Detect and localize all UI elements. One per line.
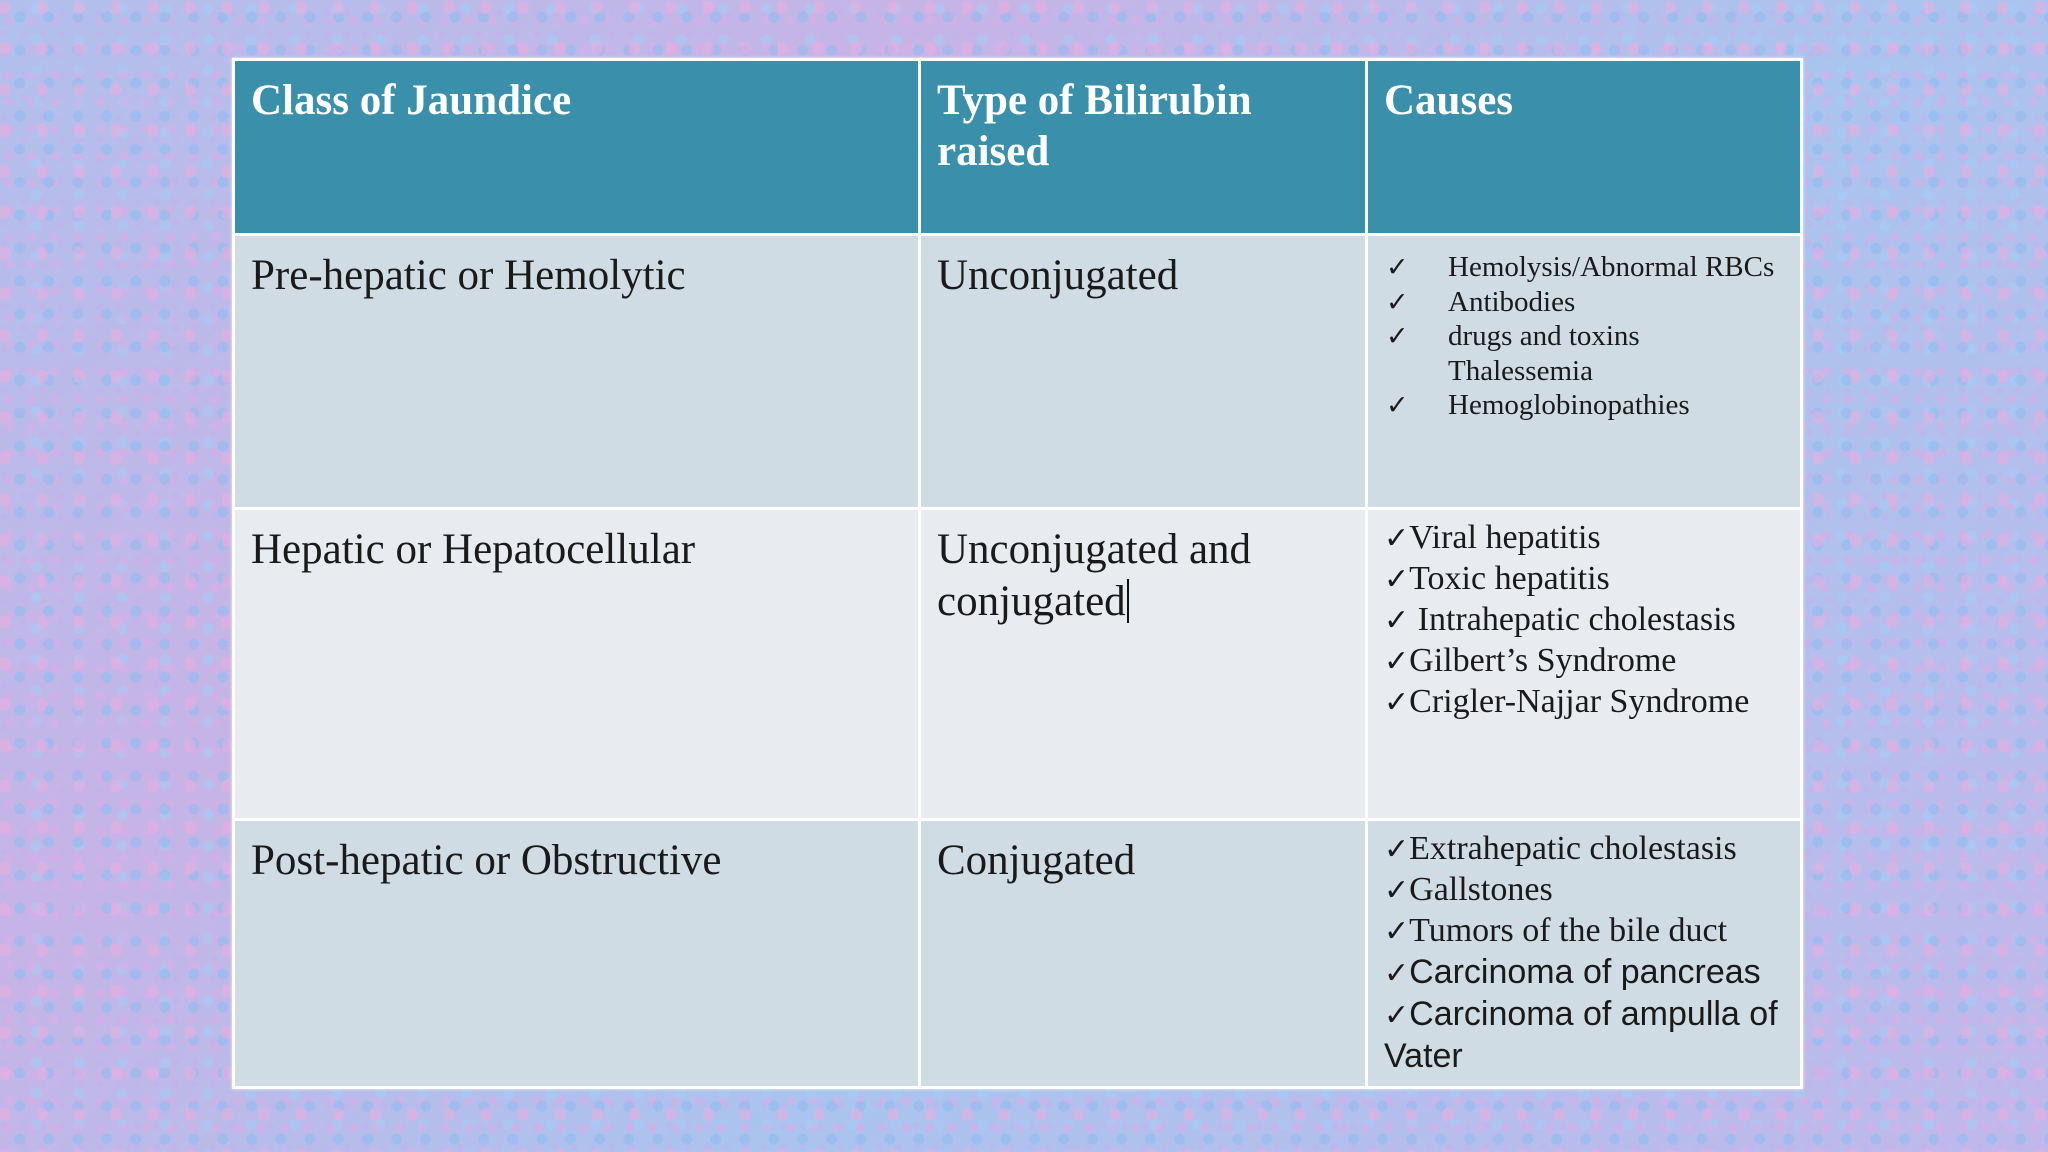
cause-text: Toxic hepatitis — [1409, 560, 1610, 597]
list-item — [1384, 911, 1786, 952]
causes-list — [1384, 829, 1786, 1076]
list-item — [1384, 994, 1786, 1076]
checkmark-icon: ✓ — [1384, 832, 1410, 867]
list-item — [1384, 388, 1786, 423]
checkmark-icon: ✓ — [1386, 286, 1409, 317]
cause-text: Crigler-Najjar Syndrome — [1409, 683, 1750, 720]
list-item — [1384, 600, 1786, 641]
cause-text: drugs and toxins — [1448, 320, 1640, 352]
checkmark-icon: ✓ — [1384, 603, 1410, 638]
list-item — [1384, 952, 1786, 994]
cause-text: Viral hepatitis — [1409, 519, 1601, 556]
checkmark-icon: ✓ — [1384, 521, 1410, 556]
table-row — [234, 820, 1802, 1088]
cause-text: Antibodies — [1448, 285, 1576, 318]
header-type-of-bilirubin: Type of Bilirubin raised — [920, 60, 1367, 235]
bilirubin-text: Unconjugated and conjugated — [937, 526, 1252, 625]
list-item — [1384, 682, 1786, 723]
cause-text: Tumors of the bile duct — [1409, 912, 1728, 949]
header-causes: Causes — [1367, 60, 1802, 235]
cause-text: Carcinoma of pancreas — [1409, 953, 1761, 991]
table-row — [234, 235, 1802, 509]
checkmark-icon: ✓ — [1384, 644, 1410, 679]
class-cell: Hepatic or Hepatocellular — [234, 509, 920, 820]
bilirubin-cell — [920, 509, 1367, 820]
class-cell: Post-hepatic or Obstructive — [234, 820, 920, 1088]
cause-text: Extrahepatic cholestasis — [1409, 830, 1737, 867]
list-item — [1384, 559, 1786, 600]
checkmark-icon: ✓ — [1384, 914, 1410, 949]
table-row — [234, 509, 1802, 820]
cause-text: Hemoglobinopathies — [1448, 389, 1690, 421]
table-header-row — [234, 60, 1802, 235]
checkmark-icon: ✓ — [1384, 562, 1410, 597]
list-item — [1384, 829, 1786, 870]
cause-text: Gilbert’s Syndrome — [1409, 642, 1677, 679]
list-item — [1384, 518, 1786, 559]
causes-cell — [1367, 820, 1802, 1088]
causes-list — [1384, 250, 1786, 423]
causes-cell — [1367, 509, 1802, 820]
cause-text: Hemolysis/Abnormal RBCs — [1448, 251, 1775, 283]
checkmark-icon: ✓ — [1386, 252, 1409, 282]
list-item — [1384, 641, 1786, 682]
checkmark-icon: ✓ — [1386, 390, 1409, 420]
checkmark-icon: ✓ — [1386, 321, 1409, 351]
list-item — [1384, 870, 1786, 911]
list-item — [1384, 319, 1786, 354]
checkmark-icon: ✓ — [1384, 998, 1410, 1033]
jaundice-table — [232, 58, 1803, 1089]
cause-text: Carcinoma of ampulla of Vater — [1384, 995, 1778, 1075]
text-cursor-caret — [1127, 579, 1129, 623]
list-item — [1384, 285, 1786, 320]
header-class-of-jaundice: Class of Jaundice — [234, 60, 920, 235]
class-cell: Pre-hepatic or Hemolytic — [234, 235, 920, 509]
list-item — [1384, 354, 1786, 389]
list-item — [1384, 250, 1786, 285]
checkmark-icon: ✓ — [1384, 873, 1410, 908]
checkmark-icon: ✓ — [1384, 956, 1410, 991]
causes-list — [1384, 518, 1786, 723]
causes-cell — [1367, 235, 1802, 509]
cause-text: Intrahepatic cholestasis — [1409, 601, 1736, 638]
bilirubin-cell: Unconjugated — [920, 235, 1367, 509]
checkmark-icon: ✓ — [1384, 685, 1410, 720]
bilirubin-cell: Conjugated — [920, 820, 1367, 1088]
cause-text: Thalessemia — [1448, 354, 1593, 387]
cause-text: Gallstones — [1409, 871, 1553, 908]
